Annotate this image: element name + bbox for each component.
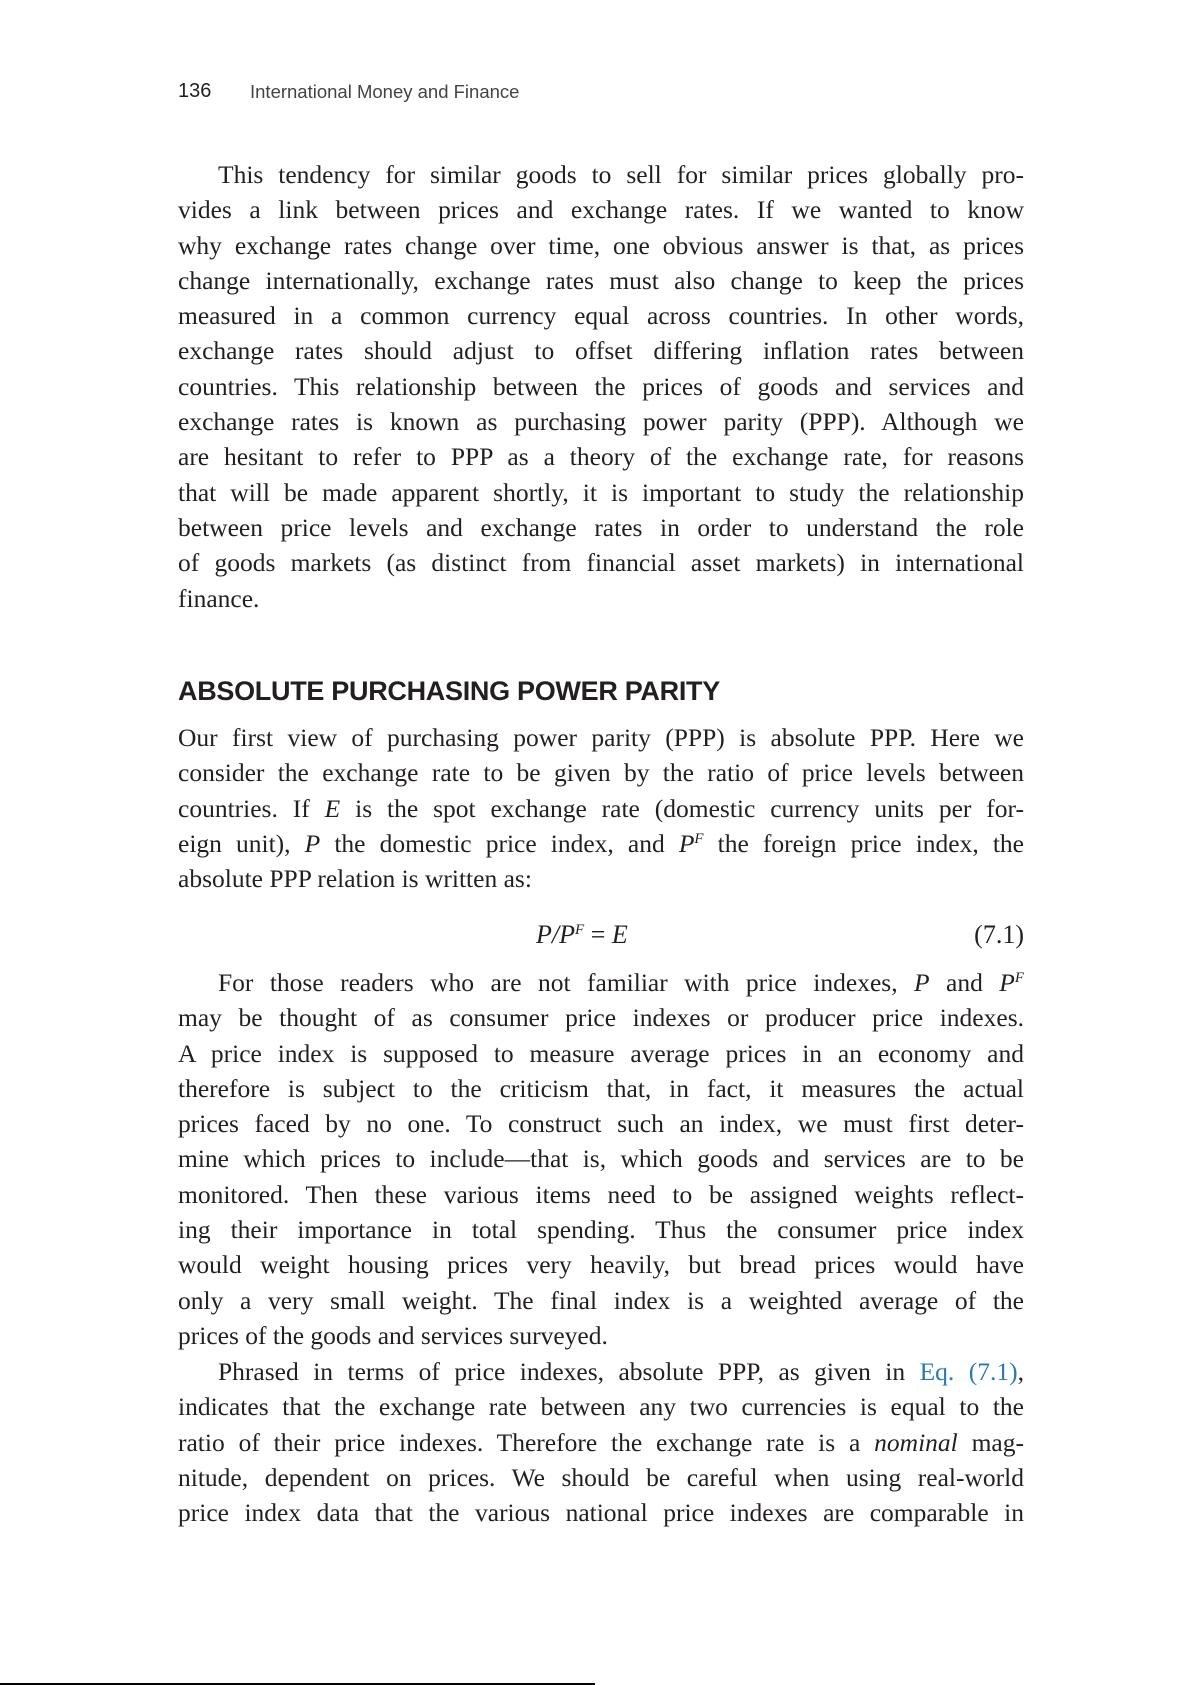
text-span: A price index is supposed to measure average prices in an economy and [178, 1038, 1024, 1068]
text-span: why exchange rates change over time, one obvious answer is that, as prices [178, 230, 1024, 260]
eq-equals: = [584, 920, 612, 949]
paragraph-2 [178, 720, 1024, 896]
text-span: P [914, 968, 930, 997]
text-line [178, 192, 1024, 227]
text-line [178, 439, 1024, 474]
text-line [178, 791, 1024, 826]
text-span: P [678, 828, 695, 858]
text-span: absolute PPP relation is written as: [178, 864, 532, 894]
text-line [178, 1106, 1024, 1141]
text-line [178, 228, 1024, 263]
text-line [178, 545, 1024, 580]
paragraph-3 [178, 965, 1024, 1353]
text-line [178, 1283, 1024, 1318]
text-span: the foreign price index, the [703, 828, 1024, 858]
text-span: countries. This relationship between the prices of goods and services and [178, 371, 1024, 401]
text-line [178, 510, 1024, 545]
text-line [178, 157, 1024, 192]
text-span: prices faced by no one. To construct such an index, we must first deter- [178, 1109, 1024, 1139]
eq-e: E [611, 920, 628, 949]
text-line [178, 1177, 1024, 1212]
text-line [178, 475, 1024, 510]
text-line [178, 1141, 1024, 1176]
text-line [178, 1318, 1024, 1353]
text-line [178, 1495, 1024, 1530]
text-span: would weight housing prices very heavily, but bread prices would have [178, 1250, 1024, 1280]
superscript: F [1014, 970, 1024, 986]
text-span: , [1017, 1357, 1025, 1386]
page-number: 136 [178, 80, 212, 102]
text-line [178, 1460, 1024, 1495]
running-title: International Money and Finance [250, 81, 520, 102]
text-line [178, 861, 1024, 896]
text-span: nominal [874, 1427, 958, 1457]
equation-7-1 [536, 920, 628, 950]
text-line [178, 1389, 1024, 1424]
text-span: indicates that the exchange rate between any two currencies is equal to the [178, 1392, 1024, 1422]
text-span: P [304, 828, 321, 858]
text-span: E [324, 793, 341, 823]
equation-number: (7.1) [974, 920, 1024, 949]
text-span: countries. If [178, 793, 325, 823]
text-span: of goods markets (as distinct from financial asset markets) in international [178, 548, 1024, 578]
text-span: Phrased in terms of price indexes, absolute PPP, as given in [218, 1357, 920, 1386]
text-line [178, 1000, 1024, 1035]
text-line [178, 298, 1024, 333]
text-line [178, 333, 1024, 368]
text-line [178, 965, 1024, 1000]
text-line [178, 826, 1024, 861]
text-span: This tendency for similar goods to sell for similar prices globally pro- [218, 160, 1024, 189]
equation-link[interactable]: Eq. (7.1) [919, 1357, 1018, 1386]
superscript: F [694, 830, 704, 847]
text-span: between price levels and exchange rates in order to understand the role [178, 512, 1024, 542]
eq-sup: F [575, 922, 585, 938]
text-line [178, 720, 1024, 755]
text-span: For those readers who are not familiar with price indexes, [218, 968, 914, 997]
text-span: finance. [178, 583, 260, 613]
text-span: measured in a common currency equal across countries. In other words, [178, 301, 1024, 331]
text-span: are hesitant to refer to PPP as a theory of the exchange rate, for reasons [178, 442, 1024, 472]
text-span: may be thought of as consumer price indexes or producer price indexes. [178, 1003, 1024, 1033]
text-span: Our first view of purchasing power parity (PPP) is absolute PPP. Here we [178, 723, 1024, 752]
text-line [178, 263, 1024, 298]
paragraph-1 [178, 157, 1024, 616]
text-span: eign unit), [178, 828, 305, 858]
text-span: mine which prices to include—that is, which goods and services are to be [178, 1144, 1024, 1174]
text-line [178, 1071, 1024, 1106]
text-span: consider the exchange rate to be given by the ratio of price levels between [178, 758, 1024, 788]
text-span: only a very small weight. The final index is a weighted average of the [178, 1285, 1024, 1315]
eq-p: P [536, 920, 552, 949]
text-span: P [999, 968, 1015, 997]
text-span: and [929, 968, 1000, 997]
section-heading: ABSOLUTE PURCHASING POWER PARITY [178, 676, 720, 706]
text-span: mag- [957, 1427, 1024, 1457]
text-span: prices of the goods and services surveyed. [178, 1320, 608, 1350]
eq-slash: / [551, 920, 560, 949]
text-line [178, 1354, 1024, 1389]
text-span: is the spot exchange rate (domestic currency units per for- [340, 793, 1024, 823]
text-line [178, 1212, 1024, 1247]
text-span: the domestic price index, and [320, 828, 679, 858]
text-line [178, 404, 1024, 439]
text-span: therefore is subject to the criticism that, in fact, it measures the actual [178, 1073, 1024, 1103]
paragraph-4 [178, 1354, 1024, 1530]
text-line [178, 581, 1024, 616]
text-span: ratio of their price indexes. Therefore the exchange rate is a [178, 1427, 875, 1457]
text-span: ing their importance in total spending. Thus the consumer price index [178, 1215, 1024, 1245]
text-line [178, 1425, 1024, 1460]
text-line [178, 369, 1024, 404]
text-line [178, 1247, 1024, 1282]
text-span: vides a link between prices and exchange rates. If we wanted to know [178, 195, 1024, 225]
text-span: exchange rates should adjust to offset differing inflation rates between [178, 336, 1024, 366]
text-span: nitude, dependent on prices. We should be careful when using real-world [178, 1462, 1024, 1492]
text-line [178, 1036, 1024, 1071]
text-span: exchange rates is known as purchasing power parity (PPP). Although we [178, 407, 1024, 437]
text-span: change internationally, exchange rates must also change to keep the prices [178, 265, 1024, 295]
text-span: monitored. Then these various items need to be assigned weights reflect- [178, 1179, 1024, 1209]
text-line [178, 755, 1024, 790]
running-header [178, 80, 520, 103]
text-span: that will be made apparent shortly, it is important to study the relationship [178, 477, 1024, 507]
text-span: price index data that the various national price indexes are comparable in [178, 1498, 1024, 1528]
eq-pf: P [559, 920, 576, 949]
